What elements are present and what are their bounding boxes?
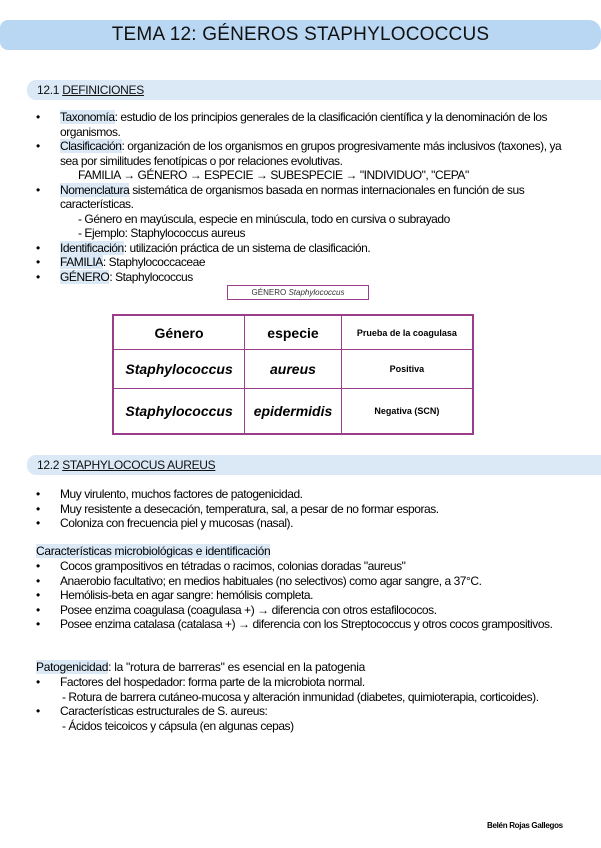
section-number: 12.1 [37,83,60,97]
pathogenicity-list [0,675,601,733]
definition-text: : utilización práctica de un sistema de clasificación. [123,240,371,255]
subheading-text: Características microbiológicas e identificación [36,544,271,558]
section-label: DEFINICIONES [62,83,144,97]
bullet-icon: • [36,602,40,617]
list-item [0,516,601,531]
list-text: Características estructurales de S. aureus: [60,704,268,718]
definition-text: : Staphylococcus [109,269,193,284]
header-especie: especie [245,315,342,350]
list-text: Muy virulento, muchos factores de patogenicidad. [60,487,303,501]
cell-coagulase: Negativa (SCN) [341,388,473,434]
subheading-microbiologicas [36,544,270,559]
figure-caption [227,285,369,300]
table-row [113,350,473,389]
list-item-familia [0,255,601,270]
section-label: STAPHYLOCOCUS AUREUS [62,458,216,472]
bullet-icon: • [36,675,40,689]
list-item [0,574,601,589]
micro-list [0,559,601,632]
header-coagulasa: Prueba de la coagulasa [341,315,473,350]
caption-prefix: GÉNERO [251,288,289,297]
cell-species: aureus [245,350,342,389]
definition-text: : organización de los organismos en grupos progresivamente más inclusivos (taxones), ya sea por similitudes fenotípicas o por relaciones evolutivas. [60,139,562,168]
list-text: Anaerobio facultativo; en medios habituales (no selectivos) como agar sangre, a 37°C. [60,573,482,588]
list-text: Muy resistente a desecación, temperatura, sal, a pesar de no formar esporas. [60,501,439,516]
header-genero: Género [113,315,245,350]
definition-text: : estudio de los principios generales de la clasificación científica y la denominación de los organismos. [60,110,548,139]
sub-item: - Rotura de barrera cutáneo-mucosa y alteración inmunidad (diabetes, quimioterapia, corticoides). [62,689,539,704]
section-header-staphylococus-aureus [27,455,601,475]
cell-species: epidermidis [245,388,342,434]
section-number: 12.2 [37,458,60,472]
list-item [0,617,601,632]
list-text: Factores del hospedador: forma parte de la microbiota normal. [60,675,365,689]
author-signature: Belén Rojas Gallegos [487,821,563,830]
list-item [0,559,601,574]
cell-genus: Staphylococcus [113,388,245,434]
list-item [0,704,601,719]
term-clasificacion: Clasificación [60,139,122,153]
list-item-taxonomia [0,110,601,139]
list-text: Posee enzima coagulasa (coagulasa +) → diferencia con otros estafilococos. [60,602,437,617]
definition-text: : Staphylococcaceae [102,255,206,269]
bullet-icon: • [36,573,40,588]
table-row [113,388,473,434]
bullet-icon: • [36,487,40,501]
caption-genus: Staphylococcus [288,288,345,297]
cell-genus: Staphylococcus [113,350,245,389]
sub-item: - Género en mayúscula, especie en minúscula, todo en cursiva o subrayado [78,211,450,226]
bullet-icon: • [36,269,40,284]
term-identificacion: Identificación [60,240,124,255]
list-text: Hemólisis-beta en agar sangre: hemólisis completa. [60,588,313,602]
page-title: TEMA 12: GÉNEROS STAPHYLOCOCCUS [0,20,601,50]
bullet-icon: • [36,516,40,530]
list-text: Posee enzima catalasa (catalasa +) → diferencia con los Streptococcus y otros cocos grampositivos. [60,617,553,631]
bullet-icon: • [36,588,40,602]
subheading-text: : la "rotura de barreras" es esencial en la patogenia [108,660,365,674]
list-text: Cocos grampositivos en tétradas o racimos, colonias doradas "aureus" [60,559,406,573]
list-item [0,588,601,603]
list-item-identificacion [0,241,601,256]
definition-text: sistemática de organismos basada en normas internacionales en función de sus características. [60,182,525,211]
term-familia: FAMILIA [60,255,103,269]
bullet-icon: • [36,110,40,124]
subheading-patogenicidad [36,660,365,675]
bullet-icon: • [36,182,40,197]
genus-table [112,314,474,435]
bullet-icon: • [36,617,40,631]
list-item [0,603,601,618]
list-item-nomenclatura [0,183,601,212]
sub-item: - Ejemplo: Staphylococcus aureus [78,226,246,240]
bullet-icon: • [36,240,40,255]
list-item-genero [0,270,601,285]
term-nomenclatura: Nomenclatura [60,182,130,197]
bullet-icon: • [36,501,40,516]
table-header-row [113,315,473,350]
bullet-icon: • [36,139,40,153]
intro-list [0,487,601,531]
cell-coagulase: Positiva [341,350,473,389]
list-item-clasificacion [0,139,601,168]
term-patogenicidad: Patogenicidad [36,660,109,674]
classification-chain: FAMILIA → GÉNERO → ESPECIE → SUBESPECIE → "INDIVIDUO", "CEPA" [78,168,469,182]
list-item [0,487,601,502]
list-text: Coloniza con frecuencia piel y mucosas (nasal). [60,516,293,530]
section-header-definiciones [27,80,601,100]
definitions-list [0,110,601,284]
sub-item: - Ácidos teicoicos y cápsula (en algunas cepas) [62,718,294,733]
list-item [0,675,601,690]
bullet-icon: • [36,704,40,718]
term-genero: GÉNERO [60,269,110,284]
list-item [0,502,601,517]
bullet-icon: • [36,559,40,573]
term-taxonomia: Taxonomía [60,110,115,124]
bullet-icon: • [36,255,40,269]
